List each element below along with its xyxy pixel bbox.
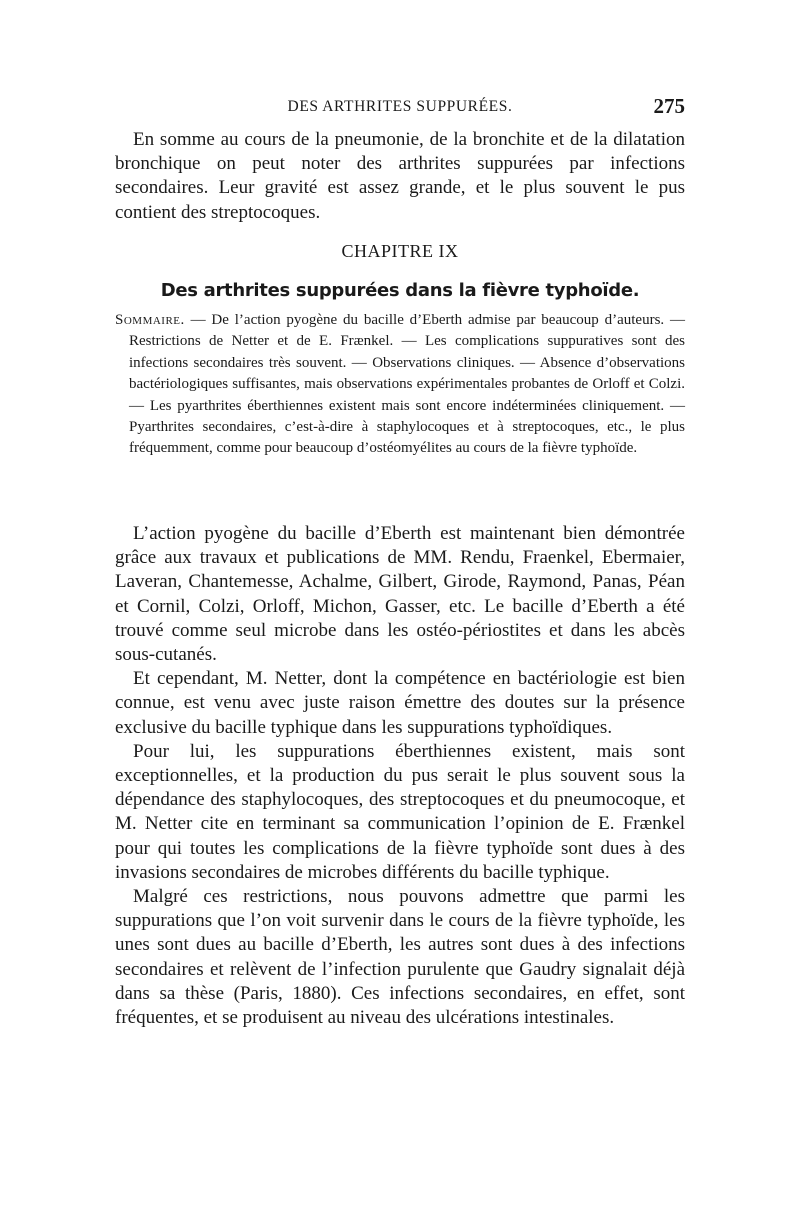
running-head xyxy=(115,96,685,122)
summary-label: Sommaire. xyxy=(115,312,185,328)
summary-text: — De l’action pyogène du bacille d’Eberth admise par beaucoup d’auteurs. — Restrictions de Netter et de E. Frænkel. — Les complications suppuratives sont des infections secondaires très souvent. — Observations cliniques. — Absence d’observations bactériologiques suffisantes, mais observations expérimentales probantes de Orloff et Colzi. — Les pyarthrites éberthiennes existent mais sont encore indéterminées cliniquement. — Pyarthrites secondaires, c’est-à-dire à staphylocoques et à streptocoques, etc., le plus fréquemment, comme pour beaucoup d’ostéomyélites au cours de la fièvre typhoïde. xyxy=(129,312,685,457)
body-paragraph-4: Malgré ces restrictions, nous pouvons admettre que parmi les suppurations que l’on voit survenir dans le cours de la fièvre typhoïde, les unes sont dues au bacille d’Eberth, les autres sont dues à des infections secondaires et relèvent de l’infection purulente que Gaudry signalait déjà dans sa thèse (Paris, 1880). Ces infections secondaires, en effet, sont fréquentes, et se produisent au niveau des ulcérations intestinales. xyxy=(115,886,685,1029)
body-paragraph-3: Pour lui, les suppurations éberthiennes existent, mais sont exceptionnelles, et la production du pus serait le plus souvent sous la dépendance des staphylocoques, des streptocoques et du pneumocoque, et M. Netter cite en terminant sa communication l’opinion de E. Frænkel pour qui toutes les complications de la fièvre typhoïde sont dues à des invasions secondaires de microbes différents du bacille typhique. xyxy=(115,740,685,883)
body-paragraph-2: Et cependant, M. Netter, dont la compétence en bactériologie est bien connue, est venu avec juste raison émettre des doutes sur la présence exclusive du bacille typhique dans les suppurations typhoïdiques. xyxy=(115,668,685,738)
summary-paragraph xyxy=(115,310,685,460)
chapter-subtitle: Des arthrites suppurées dans la fièvre typhoïde. xyxy=(160,280,640,301)
body-paragraph-1: L’action pyogène du bacille d’Eberth est maintenant bien démontrée grâce aux travaux et publications de MM. Rendu, Fraenkel, Ebermaier, Laveran, Chantemesse, Achalme, Gilbert, Girode, Raymond, Panas, Péan et Cornil, Colzi, Orloff, Michon, Gasser, etc. Le bacille d’Eberth a été trouvé comme seul microbe dans les ostéo-périostites et dans les abcès sous-cutanés. xyxy=(115,523,685,666)
summary-block xyxy=(115,310,685,460)
intro-section xyxy=(115,128,685,225)
page-number: 275 xyxy=(653,94,685,118)
running-title: DES ARTHRITES SUPPURÉES. xyxy=(287,98,513,115)
main-text xyxy=(115,522,685,1030)
intro-paragraph: En somme au cours de la pneumonie, de la bronchite et de la dilatation bronchique on peut noter des arthrites suppurées par infections secondaires. Leur gravité est assez grande, et le plus souvent le pus contient des streptocoques. xyxy=(115,129,685,223)
chapter-title: CHAPITRE IX xyxy=(341,241,459,261)
